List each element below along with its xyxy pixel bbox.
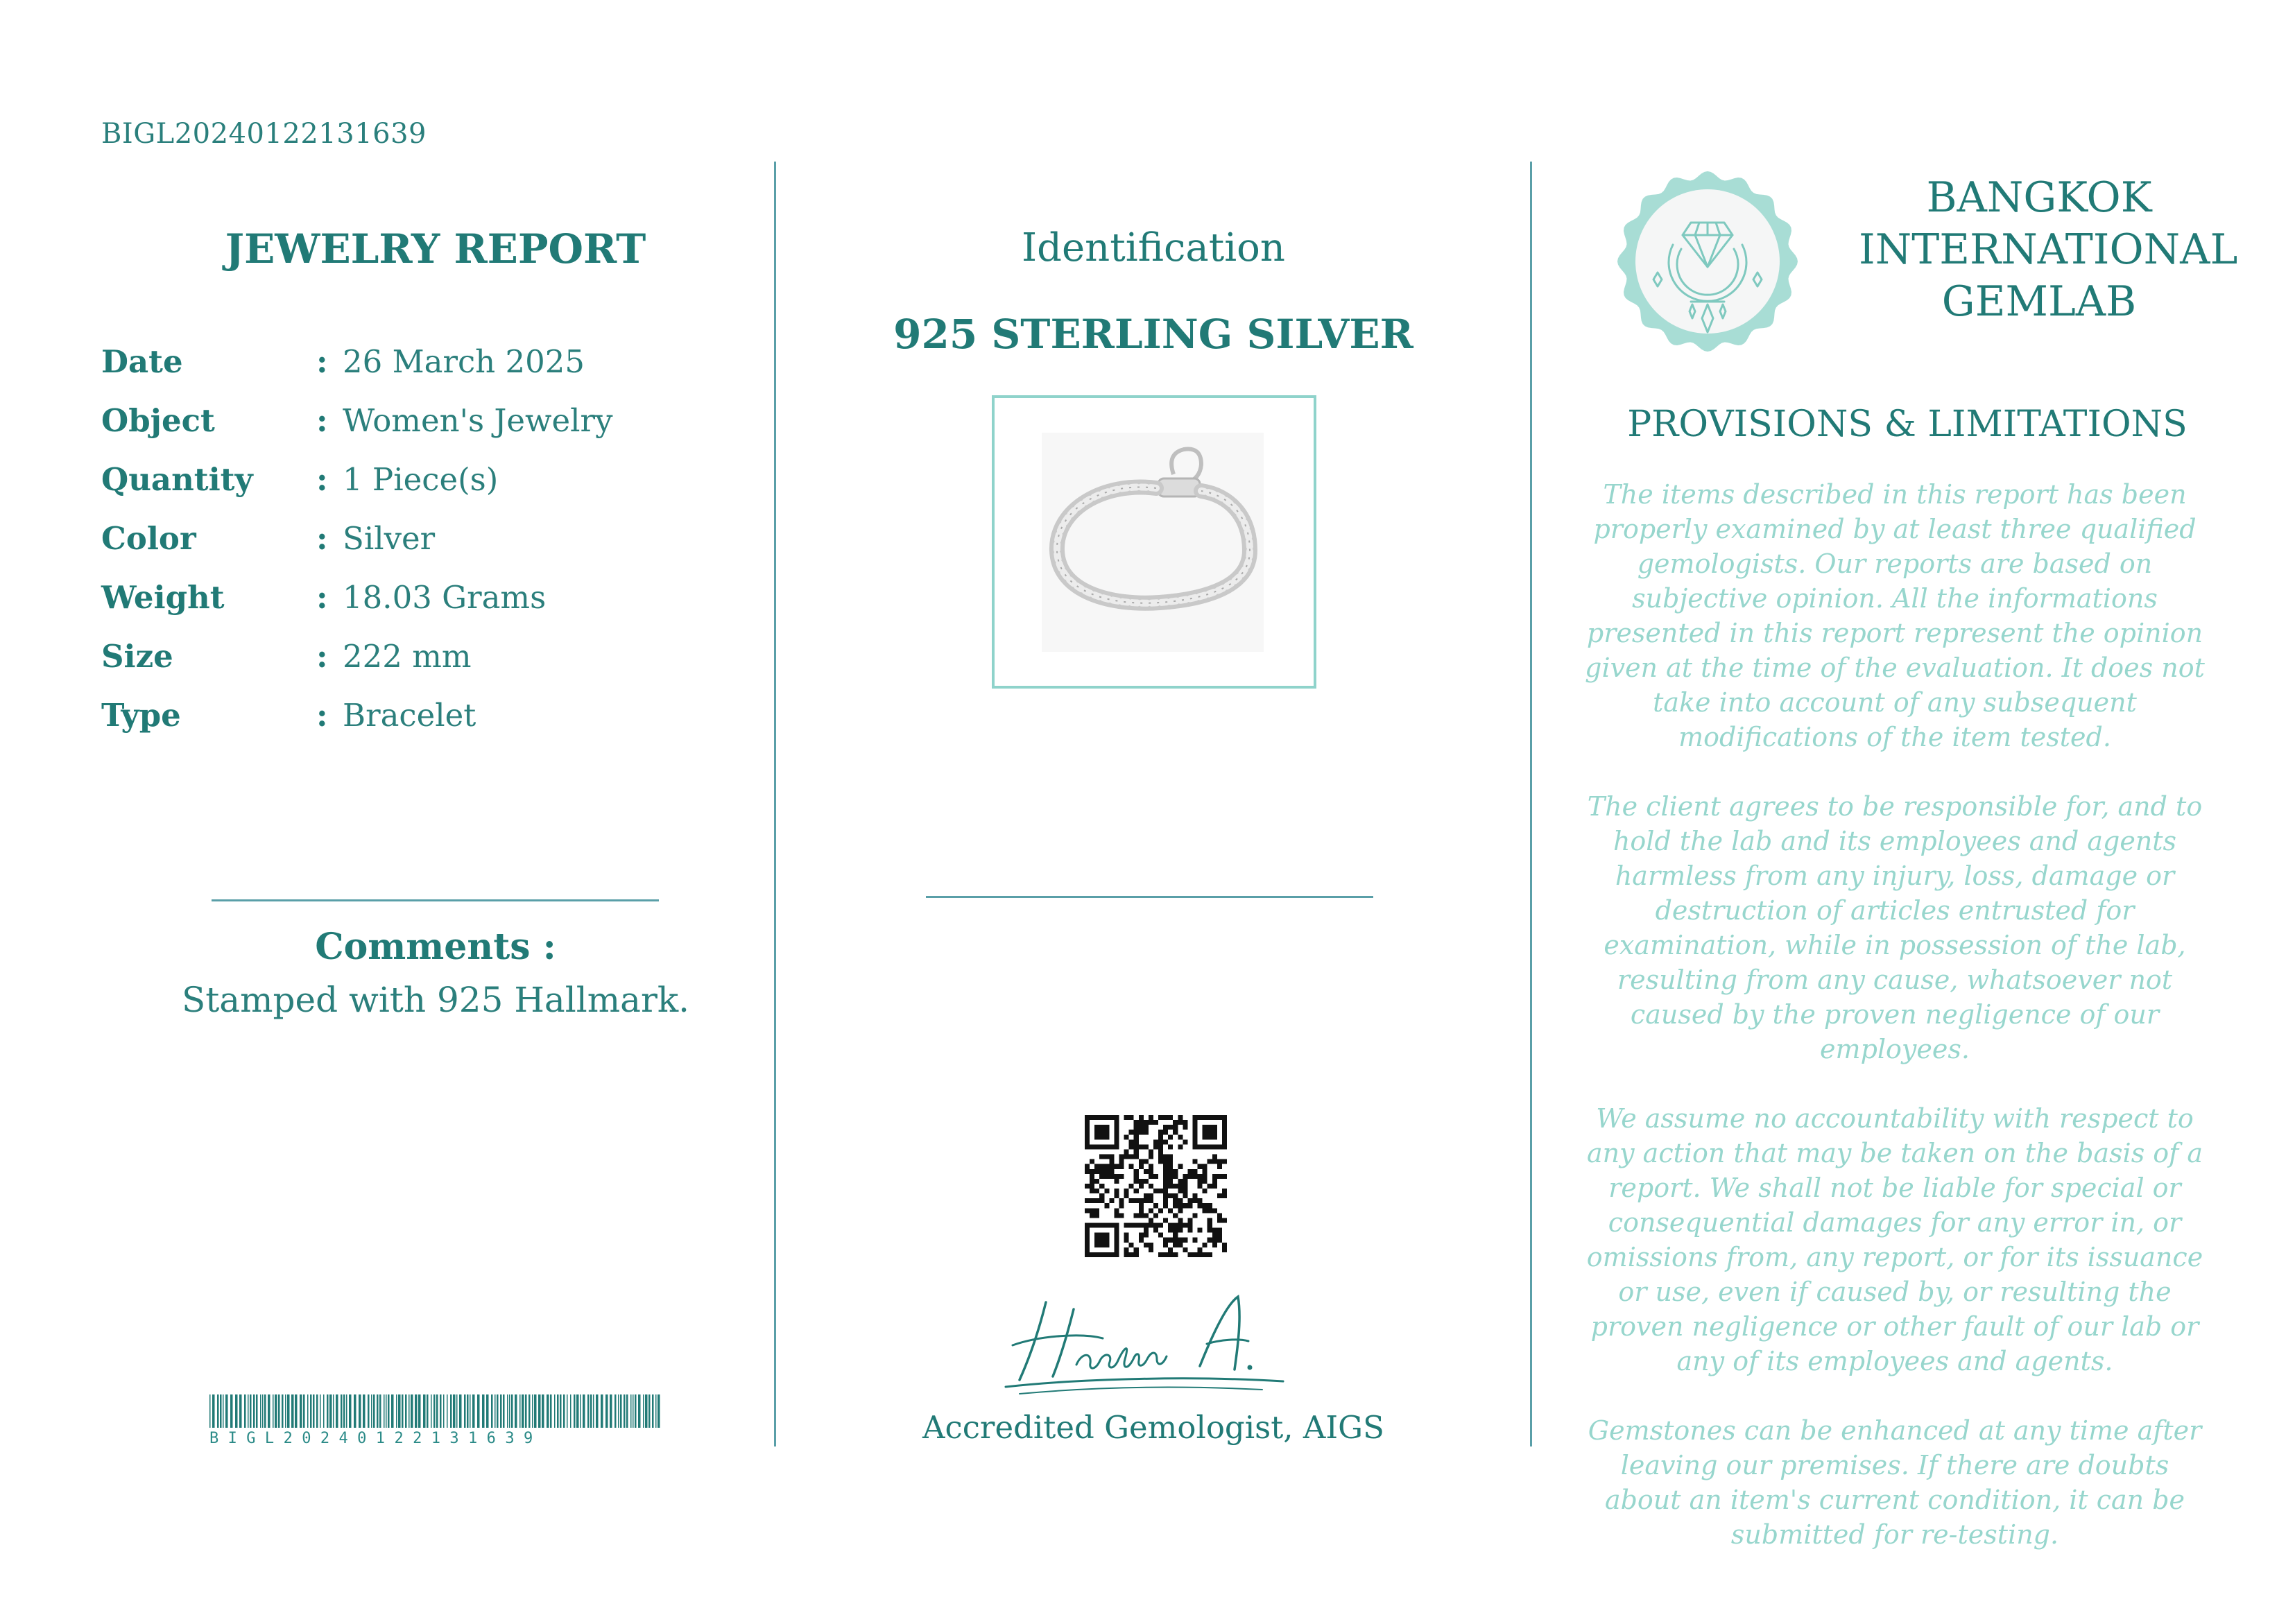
silver-bracelet-photo-icon	[1042, 433, 1264, 652]
field-row-object	[101, 402, 795, 451]
field-colon: :	[316, 638, 328, 675]
provisions-paragraph: Gemstones can be enhanced at any time after leaving our premises. If there are doubts about an item's current condition, it can be submitted for re-testing.	[1588, 1415, 2202, 1550]
barcode-icon	[209, 1394, 660, 1428]
field-label: Weight	[101, 579, 225, 616]
field-value: 1 Piece(s)	[343, 461, 499, 498]
field-value: 18.03 Grams	[343, 579, 547, 616]
lab-name-line: INTERNATIONAL	[1859, 225, 2238, 274]
lab-name	[1859, 172, 2238, 328]
field-colon: :	[316, 520, 328, 557]
field-label: Object	[101, 402, 215, 439]
field-label: Color	[101, 520, 196, 557]
provisions-title: PROVISIONS & LIMITATIONS	[1627, 404, 2187, 445]
comments-divider	[212, 899, 659, 901]
field-label: Type	[101, 697, 181, 734]
identification-title: Identification	[1022, 225, 1285, 270]
field-row-date	[101, 343, 795, 392]
provisions-paragraph: We assume no accountability with respect to any action that may be taken on the basis of a report. We shall not be liable for special or consequential damages for any error in, or omissions from, any report, or for its issuance or use, even if caused by, or resulting the proven negligence or other fault of our lab or any of its employees and agents.	[1586, 1103, 2203, 1376]
report-id: BIGL20240122131639	[101, 118, 427, 150]
gem-crescent-seal-icon	[1615, 169, 1800, 354]
field-value: Women's Jewelry	[343, 402, 613, 439]
field-row-color	[101, 520, 795, 569]
field-colon: :	[316, 343, 328, 380]
middle-divider	[926, 896, 1373, 898]
item-photo-frame	[992, 395, 1316, 689]
signature-caption: Accredited Gemologist, AIGS	[922, 1409, 1384, 1446]
qr-code-icon	[1085, 1115, 1227, 1257]
field-label: Date	[101, 343, 183, 380]
field-value: 26 March 2025	[343, 343, 585, 380]
field-row-size	[101, 638, 795, 686]
field-row-quantity	[101, 461, 795, 510]
provisions-paragraph: The items described in this report has been properly examined by at least three qualified gemologists. Our reports are based on subjective opinion. All the informations presented in this report represent the opinion given at the time of the evaluation. It does not take into account of any subsequent modifications of the item tested.	[1585, 479, 2205, 752]
identification-material: 925 STERLING SILVER	[893, 311, 1413, 358]
field-colon: :	[316, 579, 328, 616]
field-value: Silver	[343, 520, 436, 557]
field-colon: :	[316, 697, 328, 734]
field-colon: :	[316, 461, 328, 498]
comments-text: Stamped with 925 Hallmark.	[181, 980, 690, 1020]
provisions-paragraph: The client agrees to be responsible for, and to hold the lab and its employees and agents harmless from any injury, loss, damage or destruction of articles entrusted for examination, while in possession of the lab, resulting from any cause, whatsoever not caused by the proven negligence of our employees.	[1587, 791, 2203, 1064]
field-row-type	[101, 697, 795, 745]
field-colon: :	[316, 402, 328, 439]
comments-title: Comments :	[315, 926, 556, 968]
signature-icon	[999, 1290, 1290, 1401]
field-value: Bracelet	[343, 697, 476, 734]
jewelry-report-title: JEWELRY REPORT	[225, 225, 646, 273]
provisions-body	[1583, 477, 2207, 1587]
field-label: Size	[101, 638, 173, 675]
lab-name-line: BANGKOK	[1926, 173, 2152, 222]
field-label: Quantity	[101, 461, 253, 498]
field-row-weight	[101, 579, 795, 628]
field-value: 222 mm	[343, 638, 472, 675]
barcode-text: BIGL20240122131639	[209, 1430, 542, 1447]
lab-name-line: GEMLAB	[1941, 277, 2137, 326]
